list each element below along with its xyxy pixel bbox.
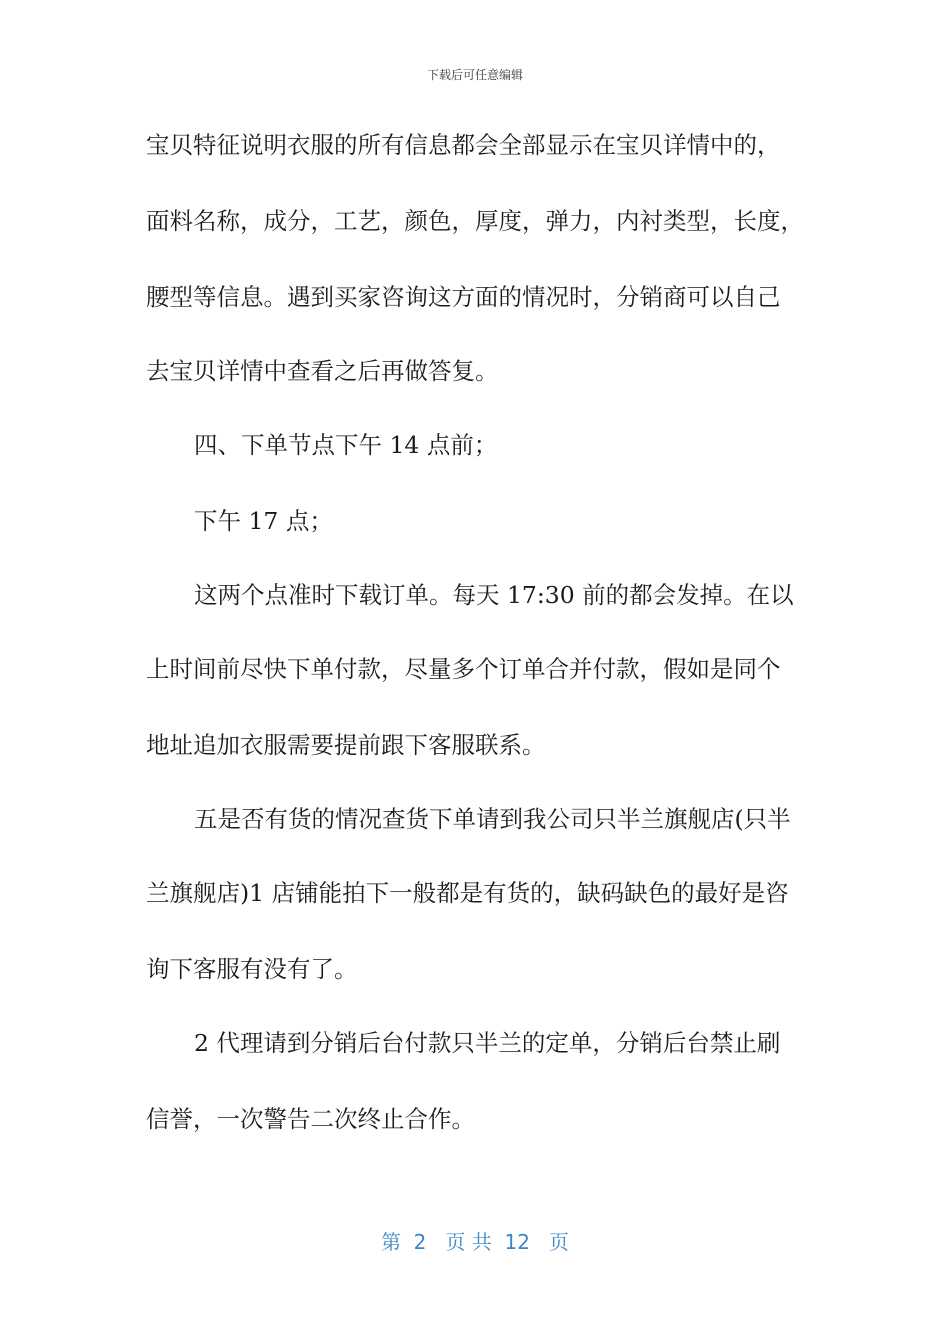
body-line: 兰旗舰店)1 店铺能拍下一般都是有货的，缺码缺色的最好是咨 xyxy=(146,879,789,907)
body-line: 去宝贝详情中查看之后再做答复。 xyxy=(146,357,499,385)
body-line: 上时间前尽快下单付款，尽量多个订单合并付款，假如是同个 xyxy=(146,655,781,683)
body-line: 询下客服有没有了。 xyxy=(146,955,358,983)
section-heading: 五是否有货的情况查货下单请到我公司只半兰旗舰店(只半 xyxy=(194,805,791,833)
body-line: 腰型等信息。遇到买家咨询这方面的情况时，分销商可以自己 xyxy=(146,283,781,311)
page-header: 下载后可任意编辑 xyxy=(426,68,523,82)
body-line: 宝贝特征说明衣服的所有信息都会全部显示在宝贝详情中的， xyxy=(146,131,781,159)
page-number: 第 2 页 共 12 页 xyxy=(380,1230,570,1254)
body-line: 这两个点准时下载订单。每天 17:30 前的都会发掉。在以 xyxy=(194,581,794,609)
section-heading: 四、下单节点下午 14 点前； xyxy=(194,431,498,459)
body-line: 2 代理请到分销后台付款只半兰的定单，分销后台禁止刷 xyxy=(194,1029,781,1057)
body-line: 面料名称，成分，工艺，颜色，厚度，弹力，内衬类型，长度， xyxy=(146,207,804,235)
body-line: 地址追加衣服需要提前跟下客服联系。 xyxy=(146,731,546,759)
body-line: 下午 17 点； xyxy=(194,507,333,535)
body-line: 信誉，一次警告二次终止合作。 xyxy=(146,1105,475,1133)
